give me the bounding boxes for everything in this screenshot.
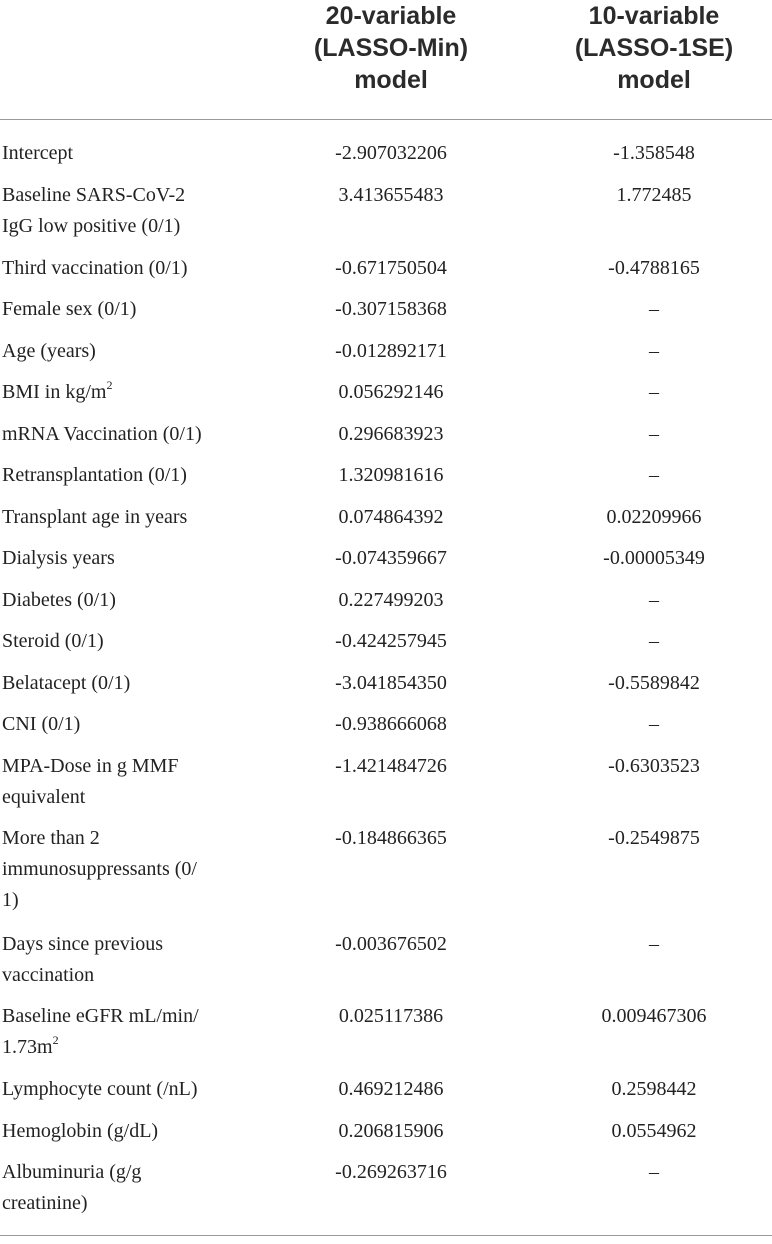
- row-label-line: Baseline eGFR mL/min/: [2, 1005, 199, 1027]
- lasso-1se-coefficient: -0.4788165: [608, 257, 700, 279]
- lasso-min-coefficient: -1.421484726: [335, 755, 447, 777]
- row-label-text: BMI in kg/m: [2, 381, 107, 403]
- column-header-line: (LASSO-1SE): [574, 34, 734, 62]
- table-row-label: [2, 1157, 141, 1219]
- lasso-min-coefficient: 1.320981616: [338, 464, 444, 486]
- column-header-lasso-1se: [536, 0, 772, 96]
- table-row-label: [2, 1116, 158, 1147]
- row-label-line: Transplant age in years: [2, 506, 188, 528]
- table-row-label: [2, 377, 112, 408]
- table-row-label: [2, 823, 197, 916]
- column-header-line: 10-variable: [588, 2, 720, 30]
- column-header-lasso-min: [276, 0, 506, 96]
- lasso-min-coefficient: -2.907032206: [335, 142, 447, 164]
- row-label-line: Days since previous: [2, 933, 164, 955]
- table-row-label: [2, 336, 96, 367]
- lasso-1se-coefficient: 0.0554962: [611, 1120, 697, 1142]
- row-label-line: [2, 1032, 199, 1063]
- row-label-line: IgG low positive (0/1): [2, 215, 181, 237]
- lasso-1se-coefficient: -0.2549875: [608, 827, 700, 849]
- lasso-min-coefficient: -0.184866365: [335, 827, 447, 849]
- lasso-min-coefficient: 0.296683923: [338, 423, 444, 445]
- lasso-1se-coefficient: –: [649, 1161, 659, 1183]
- lasso-1se-coefficient: 1.772485: [616, 184, 692, 206]
- lasso-1se-coefficient: 0.02209966: [606, 506, 702, 528]
- lasso-1se-coefficient: –: [649, 423, 659, 445]
- row-label-line: Steroid (0/1): [2, 630, 104, 652]
- column-header-line: model: [354, 66, 428, 94]
- row-label-line: Intercept: [2, 142, 74, 164]
- table-row-label: [2, 929, 163, 991]
- table-row-label: [2, 502, 187, 533]
- lasso-1se-coefficient: -1.358548: [613, 142, 695, 164]
- row-label-line: Lymphocyte count (/nL): [2, 1078, 198, 1100]
- row-label-line: Female sex (0/1): [2, 298, 137, 320]
- row-label-line: vaccination: [2, 964, 95, 986]
- lasso-min-coefficient: -0.307158368: [335, 298, 447, 320]
- table-row-label: [2, 253, 188, 284]
- lasso-1se-coefficient: -0.5589842: [608, 672, 700, 694]
- lasso-min-coefficient: 0.227499203: [338, 589, 444, 611]
- row-label-line: creatinine): [2, 1192, 88, 1214]
- table-row-label: [2, 419, 202, 450]
- lasso-min-coefficient: 0.074864392: [338, 506, 444, 528]
- lasso-1se-coefficient: -0.00005349: [603, 547, 705, 569]
- column-header-line: (LASSO-Min): [313, 34, 469, 62]
- table-row-label: [2, 1001, 199, 1063]
- table-row-label: [2, 1074, 198, 1105]
- table-row-label: [2, 668, 130, 699]
- lasso-1se-coefficient: -0.6303523: [608, 755, 700, 777]
- lasso-min-coefficient: -0.269263716: [335, 1161, 447, 1183]
- row-label-line: 1): [2, 889, 19, 911]
- superscript: 2: [52, 1033, 59, 1048]
- lasso-1se-coefficient: –: [649, 381, 659, 403]
- lasso-1se-coefficient: –: [649, 298, 659, 320]
- table-row-label: [2, 180, 185, 242]
- row-label-line: equivalent: [2, 786, 86, 808]
- row-label-line: Dialysis years: [2, 547, 115, 569]
- row-label-line: Hemoglobin (g/dL): [2, 1120, 159, 1142]
- lasso-min-coefficient: 3.413655483: [338, 184, 444, 206]
- lasso-min-coefficient: 0.206815906: [338, 1120, 444, 1142]
- superscript: 2: [106, 378, 113, 393]
- lasso-1se-coefficient: –: [649, 630, 659, 652]
- row-label-line: More than 2: [2, 827, 100, 849]
- lasso-min-coefficient: -3.041854350: [335, 672, 447, 694]
- lasso-min-coefficient: -0.003676502: [335, 933, 447, 955]
- lasso-1se-coefficient: –: [649, 589, 659, 611]
- table-row-label: [2, 460, 187, 491]
- row-label-line: [2, 377, 112, 408]
- row-label-line: Diabetes (0/1): [2, 589, 116, 611]
- row-label-line: Belatacept (0/1): [2, 672, 131, 694]
- bottom-rule: [0, 1235, 772, 1236]
- lasso-1se-coefficient: –: [649, 464, 659, 486]
- lasso-min-coefficient: 0.025117386: [338, 1005, 444, 1027]
- row-label-line: mRNA Vaccination (0/1): [2, 423, 202, 445]
- row-label-line: Baseline SARS-CoV-2: [2, 184, 186, 206]
- row-label-line: MPA-Dose in g MMF: [2, 755, 179, 777]
- column-header-line: 20-variable: [325, 2, 457, 30]
- lasso-1se-coefficient: –: [649, 340, 659, 362]
- table-row-label: [2, 751, 179, 813]
- lasso-min-coefficient: 0.056292146: [338, 381, 444, 403]
- lasso-min-coefficient: -0.424257945: [335, 630, 447, 652]
- lasso-min-coefficient: -0.671750504: [335, 257, 447, 279]
- row-label-line: immunosuppressants (0/: [2, 858, 197, 880]
- row-label-line: Third vaccination (0/1): [2, 257, 188, 279]
- row-label-text: 1.73m: [2, 1036, 53, 1058]
- table-row-label: [2, 294, 136, 325]
- table-row-label: [2, 543, 115, 574]
- row-label-line: Albuminuria (g/g: [2, 1161, 142, 1183]
- lasso-1se-coefficient: –: [649, 713, 659, 735]
- row-label-line: Retransplantation (0/1): [2, 464, 187, 486]
- table-row-label: [2, 585, 116, 616]
- header-rule: [0, 119, 772, 120]
- lasso-1se-coefficient: 0.009467306: [601, 1005, 707, 1027]
- row-label-line: Age (years): [2, 340, 96, 362]
- table-row-label: [2, 138, 73, 169]
- column-header-line: model: [617, 66, 691, 94]
- lasso-1se-coefficient: –: [649, 933, 659, 955]
- lasso-min-coefficient: -0.074359667: [335, 547, 447, 569]
- lasso-min-coefficient: -0.938666068: [335, 713, 447, 735]
- row-label-line: CNI (0/1): [2, 713, 81, 735]
- table-row-label: [2, 626, 104, 657]
- lasso-min-coefficient: -0.012892171: [335, 340, 447, 362]
- lasso-1se-coefficient: 0.2598442: [611, 1078, 697, 1100]
- lasso-min-coefficient: 0.469212486: [338, 1078, 444, 1100]
- table-row-label: [2, 709, 80, 740]
